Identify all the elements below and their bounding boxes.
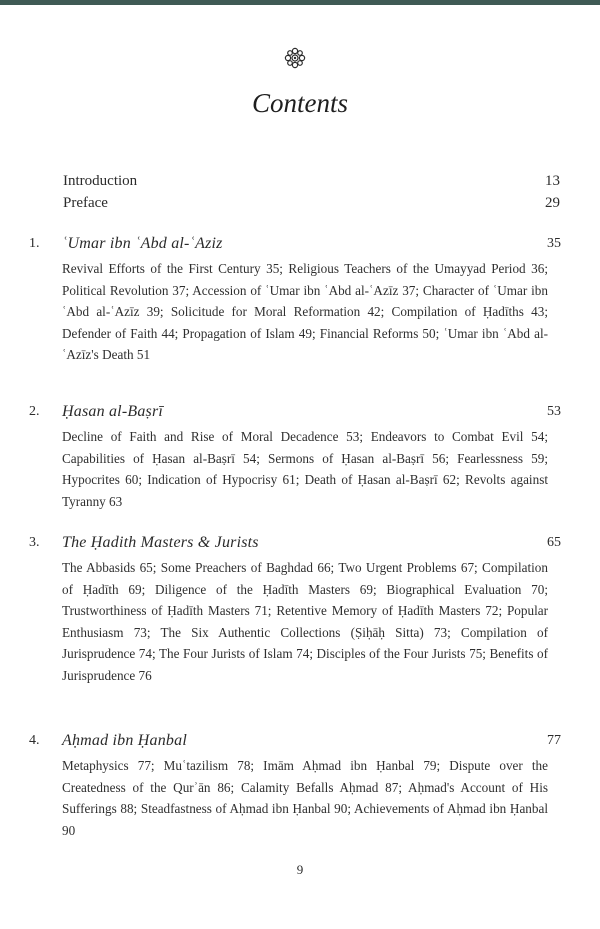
chapter-title: ʿUmar ibn ʿAbd al-ʿAziz: [62, 235, 223, 252]
toc-entry-page: 29: [545, 195, 560, 211]
toc-entry-label: Introduction: [63, 173, 138, 189]
toc-entry-page: 13: [545, 173, 560, 189]
chapter-number: 3.: [29, 535, 40, 550]
top-edge-bar: [0, 0, 600, 5]
chapter-number: 2.: [29, 404, 40, 419]
chapter-page: 77: [547, 733, 561, 748]
chapter-page: 53: [547, 404, 561, 419]
page-number: 9: [296, 862, 304, 877]
chapter-page: 35: [547, 236, 561, 251]
chapter-number: 4.: [29, 733, 40, 748]
chapter-subsections: The Abbasids 65; Some Preachers of Baghdad 66; Two Urgent Problems 67; Compilation of Ḥadīth 69; Diligence of the Ḥadīth Masters 69; Biographical Evaluation 70; Trustworthiness of Ḥadīth Masters 71; Retentive Memory of Ḥadīth Masters 72; Popular Enthusiasm 73; The Six Authentic Collections (Ṣiḥāḥ Sitta) 73; Compilation of Jurisprudence 74; The Four Jurists of Islam 74; Disciples of the Four Jurists 75; Benefits of Jurisprudence 76: [62, 560, 548, 683]
chapter-page: 65: [547, 535, 561, 550]
rosette-ornament-icon: [283, 46, 307, 70]
chapter-subsections: Revival Efforts of the First Century 35; Religious Teachers of the Umayyad Period 36; Political Revolution 37; Accession of ʿUmar ibn ʿAbd al-ʿAzīz 37; Character of ʿUmar ibn ʿAbd al-ʿAzīz 39; Solicitude for Moral Reformation 42; Compilation of Ḥadīths 43; Defender of Faith 44; Propagation of Islam 49; Financial Reforms 50; ʿUmar ibn ʿAbd al-ʿAzīz's Death 51: [62, 261, 548, 362]
page-title: Contents: [251, 88, 348, 118]
toc-entry-label: Preface: [63, 195, 108, 211]
chapter-subsections: Decline of Faith and Rise of Moral Decadence 53; Endeavors to Combat Evil 54; Capabilities of Ḥasan al-Baṣrī 54; Sermons of Ḥasan al-Baṣrī 56; Fearlessness 59; Hypocrites 60; Indication of Hypocrisy 61; Death of Ḥasan al-Baṣrī 62; Revolts against Tyranny 63: [62, 429, 548, 509]
chapter-subsections: Metaphysics 77; Muʿtazilism 78; Imām Aḥmad ibn Ḥanbal 79; Dispute over the Createdness of the Qurʾān 86; Calamity Befalls Aḥmad 87; Aḥmad's Account of His Sufferings 88; Steadfastness of Aḥmad ibn Ḥanbal 90; Achievements of Aḥmad ibn Ḥanbal 90: [62, 758, 548, 838]
chapter-title: Aḥmad ibn Ḥanbal: [62, 732, 187, 749]
chapter-title: The Ḥadith Masters & Jurists: [62, 534, 259, 551]
chapter-title: Ḥasan al-Baṣrī: [62, 403, 164, 420]
chapter-number: 1.: [29, 236, 40, 251]
